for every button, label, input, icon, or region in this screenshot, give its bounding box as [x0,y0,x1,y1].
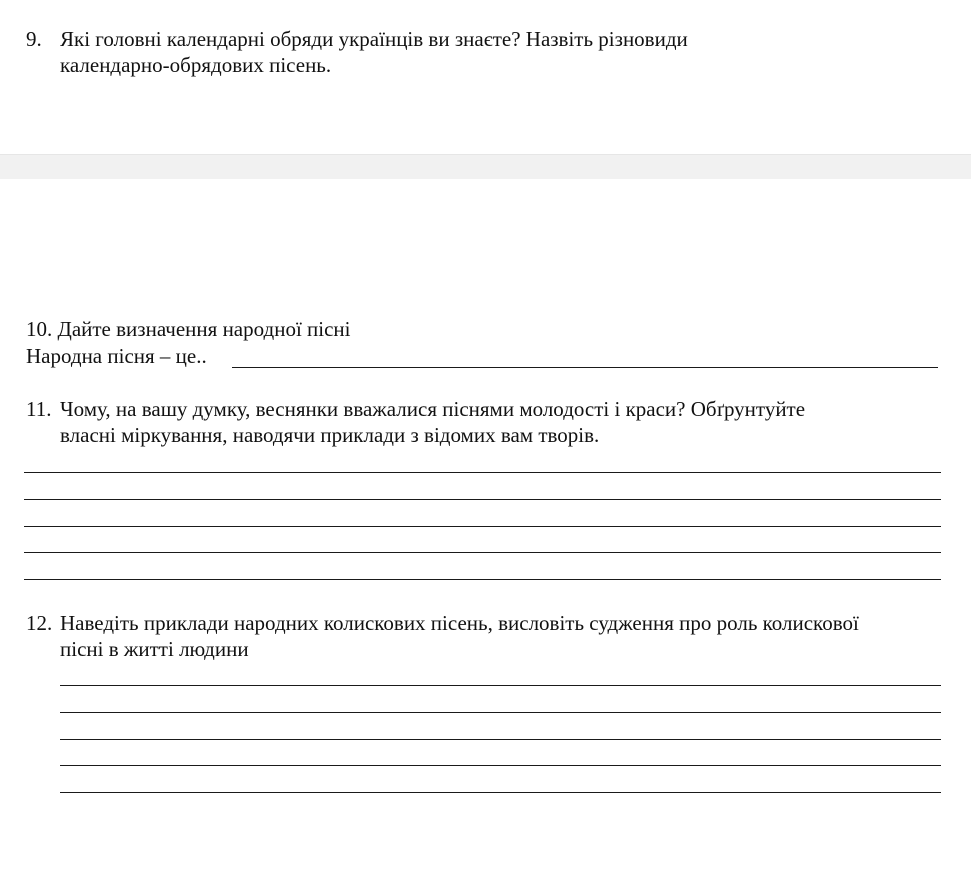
page-separator [0,154,971,179]
question-9-text-line-1: Які головні календарні обряди українців ви знаєте? Назвіть різновиди [60,27,688,51]
question-12 [26,610,941,662]
question-11-text-line-1: Чому, на вашу думку, веснянки вважалися піснями молодості і краси? Обґрунтуйте [60,397,806,421]
question-9 [26,26,941,78]
question-10-text: Дайте визначення народної пісні [57,317,351,341]
question-10-number: 10. [26,317,53,341]
question-12-answer-line-5[interactable] [60,792,941,793]
question-9-number: 9. [26,27,42,51]
question-12-answer-line-3[interactable] [60,739,941,740]
question-12-number: 12. [26,611,53,635]
question-9-text-line-2: календарно-обрядових пісень. [60,53,332,77]
question-12-answer-line-2[interactable] [60,712,941,713]
question-11 [26,396,941,448]
question-11-answer-line-5[interactable] [24,579,941,580]
question-10-answer-prompt: Народна пісня – це.. [26,344,207,368]
question-12-text-line-2: пісні в житті людини [60,637,249,661]
question-11-answer-line-4[interactable] [24,552,941,553]
question-11-answer-line-1[interactable] [24,472,941,473]
question-11-number: 11. [26,397,52,421]
question-10-answer-line[interactable] [232,367,938,368]
question-10 [26,316,941,342]
question-12-answer-line-1[interactable] [60,685,941,686]
question-11-answer-line-3[interactable] [24,526,941,527]
question-12-answer-line-4[interactable] [60,765,941,766]
question-11-text-line-2: власні міркування, наводячи приклади з відомих вам творів. [60,423,600,447]
question-12-text-line-1: Наведіть приклади народних колискових пісень, висловіть судження про роль колискової [60,611,859,635]
question-11-answer-line-2[interactable] [24,499,941,500]
